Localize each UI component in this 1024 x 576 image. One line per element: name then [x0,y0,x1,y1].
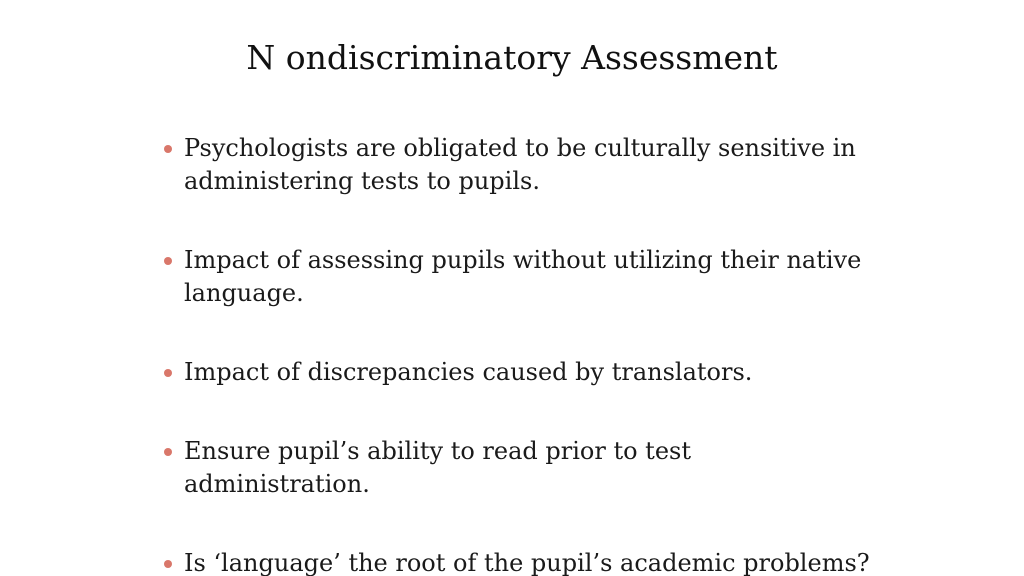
bullet-item [162,244,882,310]
bullet-item [162,132,882,198]
bullet-text: Impact of discrepancies caused by translators. [184,358,753,386]
bullet-list [162,132,882,576]
bullet-text: Ensure pupil’s ability to read prior to test administration. [184,437,691,498]
bullet-dot-icon [164,257,172,265]
bullet-item [162,435,882,501]
slide-title: N ondiscriminatory Assessment [246,38,778,77]
bullet-item [162,547,882,576]
bullet-dot-icon [164,369,172,377]
bullet-dot-icon [164,145,172,153]
bullet-dot-icon [164,448,172,456]
bullet-text: Impact of assessing pupils without utilizing their native language. [184,246,862,307]
bullet-dot-icon [164,560,172,568]
bullet-text: Is ‘language’ the root of the pupil’s academic problems? [184,549,870,576]
bullet-item [162,356,882,389]
bullet-text: Psychologists are obligated to be culturally sensitive in administering tests to pupils. [184,134,856,195]
